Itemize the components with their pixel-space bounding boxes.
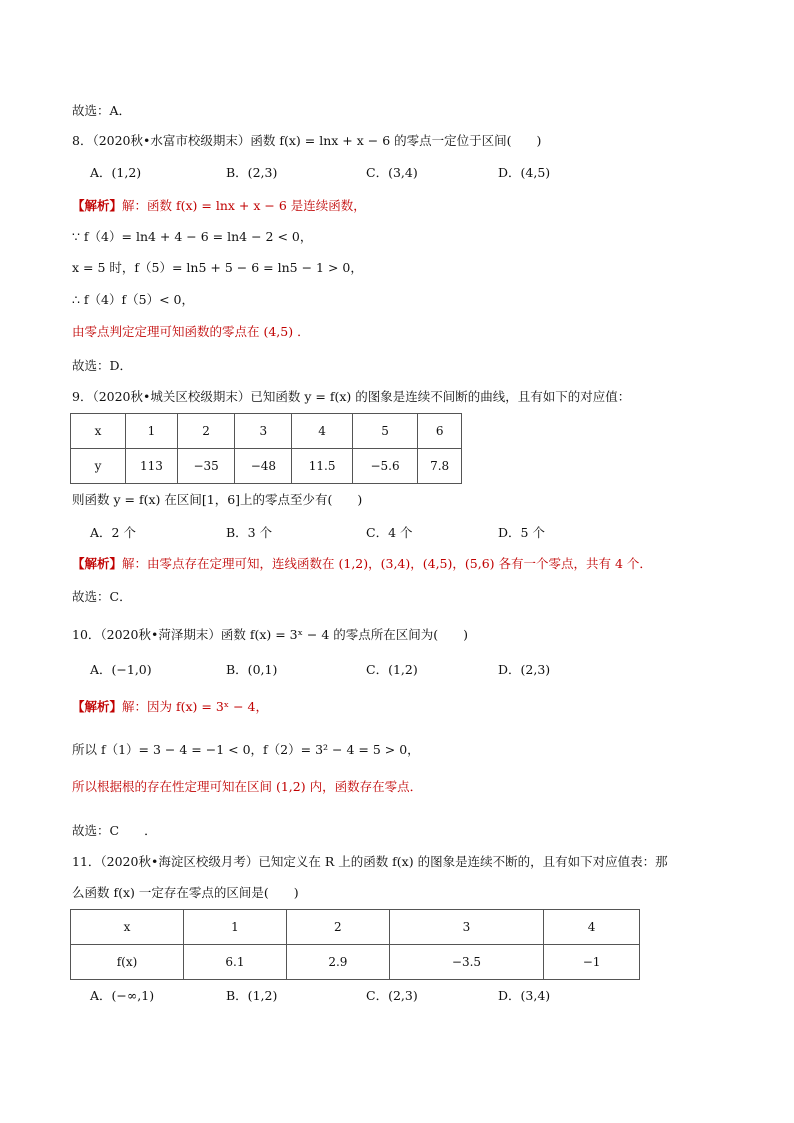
table-cell: −48 <box>235 449 292 484</box>
solution-tag: 【解析】 <box>72 699 123 714</box>
solution-10-line-3: 所以根据根的存在性定理可知在区间 (1,2) 内，函数存在零点． <box>72 779 423 794</box>
table-cell: 6 <box>418 414 462 449</box>
option-b: B．(0,1) <box>226 662 278 677</box>
table-row <box>71 910 640 945</box>
option-a: A．2 个 <box>90 525 136 540</box>
option-a: A．(−∞,1) <box>90 988 155 1003</box>
table-cell: 1 <box>126 414 178 449</box>
table-cell: −35 <box>177 449 234 484</box>
table-cell: 6.1 <box>184 945 287 980</box>
table-cell: 2 <box>177 414 234 449</box>
table-cell: x <box>71 414 126 449</box>
table-cell: y <box>71 449 126 484</box>
question-9: 9．（2020秋•城关区校级期末）已知函数 y = f(x) 的图象是连续不间断的曲线，且有如下的对应值： <box>72 389 631 404</box>
answer-10: 故选：C ． <box>72 823 157 838</box>
solution-8-line-1: 【解析】解：函数 f(x) = lnx + x − 6 是连续函数， <box>72 198 366 213</box>
solution-10-line-2: 所以 f（1）= 3 − 4 = −1 < 0，f（2）= 3² − 4 = 5 > 0， <box>72 742 420 757</box>
solution-8-line-5: 由零点判定定理可知函数的零点在 (4,5) ． <box>72 324 310 339</box>
question-11-line-2: 么函数 f(x) 一定存在零点的区间是( ) <box>72 885 299 900</box>
table-row <box>71 945 640 980</box>
answer-7: 故选：A． <box>72 103 132 118</box>
answer-8: 故选：D． <box>72 358 133 373</box>
solution-tag: 【解析】 <box>72 198 123 213</box>
solution-tag: 【解析】 <box>72 556 123 571</box>
table-cell: −1 <box>544 945 640 980</box>
solution-10-line-1: 【解析】解：因为 f(x) = 3ˣ − 4， <box>72 699 268 714</box>
table-row <box>71 449 462 484</box>
question-9-prompt: 则函数 y = f(x) 在区间[1，6]上的零点至少有( ) <box>72 492 363 507</box>
table-cell: 7.8 <box>418 449 462 484</box>
table-cell: 2.9 <box>286 945 389 980</box>
table-cell: −5.6 <box>352 449 418 484</box>
option-a: A．(1,2) <box>90 165 142 180</box>
solution-8-line-2: ∵ f（4）= ln4 + 4 − 6 = ln4 − 2 < 0， <box>72 229 313 244</box>
table-cell: f(x) <box>71 945 184 980</box>
option-b: B．(2,3) <box>226 165 278 180</box>
table-cell: 5 <box>352 414 418 449</box>
table-cell: 3 <box>235 414 292 449</box>
option-d: D．(3,4) <box>498 988 551 1003</box>
value-table-11 <box>70 909 640 980</box>
table-cell: x <box>71 910 184 945</box>
option-d: D．(4,5) <box>498 165 551 180</box>
option-c: C．(3,4) <box>366 165 418 180</box>
table-cell: 11.5 <box>292 449 352 484</box>
table-row <box>71 414 462 449</box>
question-11-line-1: 11．（2020秋•海淀区校级月考）已知定义在 R 上的函数 f(x) 的图象是连续不断的，且有如下对应值表：那 <box>72 854 668 869</box>
table-cell: 3 <box>389 910 543 945</box>
solution-8-line-3: x = 5 时，f（5）= ln5 + 5 − 6 = ln5 − 1 > 0， <box>72 260 363 275</box>
table-cell: 1 <box>184 910 287 945</box>
option-a: A．(−1,0) <box>90 662 152 677</box>
table-cell: 4 <box>544 910 640 945</box>
solution-9: 【解析】解：由零点存在定理可知，连线函数在 (1,2)，(3,4)，(4,5)，(5,6) 各有一个零点，共有 4 个． <box>72 556 652 571</box>
option-d: D．5 个 <box>498 525 545 540</box>
option-c: C．(2,3) <box>366 988 418 1003</box>
option-d: D．(2,3) <box>498 662 551 677</box>
table-cell: 4 <box>292 414 352 449</box>
option-c: C．4 个 <box>366 525 413 540</box>
option-c: C．(1,2) <box>366 662 418 677</box>
option-b: B．(1,2) <box>226 988 278 1003</box>
value-table-9 <box>70 413 462 484</box>
solution-8-line-4: ∴ f（4）f（5）< 0， <box>72 292 194 307</box>
question-10: 10．（2020秋•菏泽期末）函数 f(x) = 3ˣ − 4 的零点所在区间为( ) <box>72 627 469 642</box>
table-cell: −3.5 <box>389 945 543 980</box>
table-cell: 113 <box>126 449 178 484</box>
answer-9: 故选：C． <box>72 589 132 604</box>
option-b: B．3 个 <box>226 525 273 540</box>
question-8: 8．（2020秋•水富市校级期末）函数 f(x) = lnx + x − 6 的零点一定位于区间( ) <box>72 133 542 148</box>
table-cell: 2 <box>286 910 389 945</box>
